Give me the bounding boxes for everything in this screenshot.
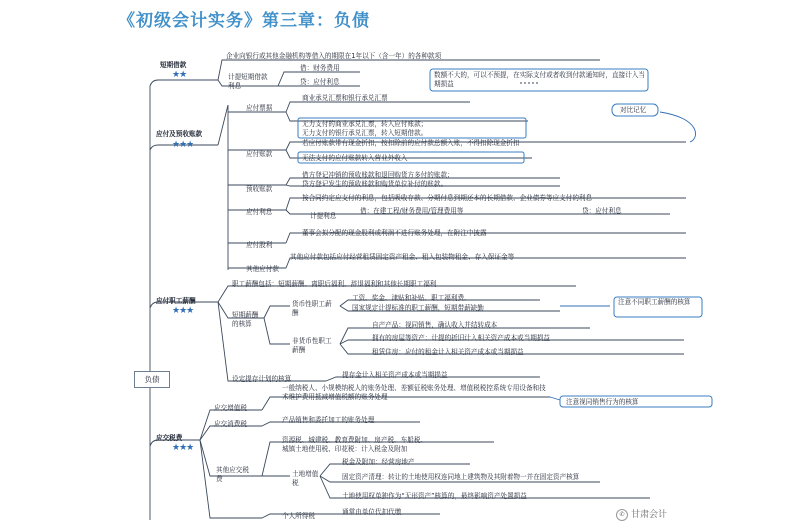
- entry-credit-interest-payable: 贷：应付利息: [300, 78, 340, 86]
- notes-payable-item-3: 无力支付的银行承兑汇票，转入短期借款。: [302, 129, 428, 137]
- node-payroll: 应付职工薪酬: [156, 297, 196, 305]
- short-loan-note: 数额不大的，可以不预提，在实际支付或者收到付款通知时，直接计入当期损益: [434, 71, 645, 88]
- defined-contribution-note: 提存金计入相关资产成本或当期损益: [342, 371, 448, 379]
- monetary-note: 注意不同职工薪酬的核算: [618, 298, 691, 306]
- entry-debit-finance-cost: 借：财务费用: [300, 64, 340, 72]
- accounts-payable-item-1: 若应付账款带有现金折扣，按扣除前的应付款总额入账，不得扣除现金折扣: [302, 139, 520, 147]
- notes-payable-item-2: 无力支付的商业承兑汇票，转入应付账款；: [302, 120, 428, 128]
- node-short-loan: 短期借款: [160, 61, 187, 69]
- rating-stars-short-loan: ★★: [172, 70, 187, 80]
- node-vat: 应交增值税: [214, 404, 247, 412]
- node-taxes: 应交税费: [156, 434, 183, 442]
- node-payables: 应付及预收账款: [156, 130, 203, 138]
- root-node: 负债: [134, 371, 170, 388]
- non-monetary-item-3: 租赁住房：应付的租金计入相关资产成本或当期损益: [372, 348, 524, 356]
- land-vat-item-2: 固定资产清理：转让的土地使用权连同地上建筑物及其附着物一并在固定资产核算: [342, 473, 580, 481]
- non-monetary-item-1: 自产产品：视同销售，确认收入并结转成本: [372, 321, 498, 329]
- land-vat-item-1: 税金及附加：经营房地产: [342, 458, 415, 466]
- accounts-payable-item-2: 无法支付的应付账款转入营业外收入: [302, 154, 408, 162]
- node-other-taxes: 其他应交税费: [216, 466, 249, 483]
- other-taxes-item-2: 城镇土地使用税、印花税：计入税金及附加: [282, 445, 408, 453]
- personal-income-tax-item: 通常由单位代扣代缴: [342, 508, 402, 516]
- node-advance-receipts: 预收账款: [246, 185, 273, 193]
- compare-note: 对比记忆: [620, 106, 647, 114]
- node-accrue-interest-2: 计提利息: [310, 212, 337, 220]
- consumption-tax-item: 产品销售和委托加工的账务处理: [282, 416, 375, 424]
- vat-note: 注意视同销售行为的核算: [566, 398, 639, 406]
- short-loan-definition: 企业向银行或其他金融机构等借入的期限在1年以下（含一年）的各种款项: [226, 52, 442, 60]
- advance-item-2: 贷方登记发生的预收账款和购货单位补付的账款。: [302, 180, 448, 188]
- interest-entry-credit: 贷：应付利息: [582, 207, 622, 215]
- node-personal-income-tax: 个人所得税: [282, 512, 315, 520]
- interest-entry-debit: 借：在建工程/财务费用/管理费用等: [360, 207, 464, 215]
- node-consumption-tax: 应交消费税: [214, 420, 247, 428]
- vat-item-1: 一般纳税人、小规模纳税人的账务处理、差额征税账务处理、增值税税控系统专用设备和技术维护费用抵减增值税额的账务处理: [282, 384, 546, 401]
- node-interest-payable: 应付利息: [246, 208, 273, 216]
- node-short-term-pay: 短期薪酬的核算: [232, 311, 259, 328]
- watermark: [616, 507, 667, 521]
- node-accounts-payable: 应付账款: [246, 150, 273, 158]
- wechat-icon: ✆: [616, 509, 628, 521]
- notes-payable-item-1: 商业承兑汇票和银行承兑汇票: [302, 94, 388, 102]
- node-other-payables: 其他应付款: [246, 265, 279, 273]
- page-title: 《初级会计实务》第三章：负债: [118, 11, 370, 31]
- non-monetary-item-2: 拥有的房屋等资产：计提的折旧计入相关资产成本或当期损益: [372, 334, 551, 342]
- node-land-vat: 土地增值税: [292, 470, 319, 487]
- interest-item-1: 按合同约定应支付的利息，包括吸收存款、分期付息到期还本的长期借款、企业债券等应支付的利息: [302, 194, 593, 202]
- dividend-item-1: 董事会拟分配的现金股利或利润不进行账务处理，在附注中披露: [302, 229, 487, 237]
- watermark-text: 甘肃会计: [631, 510, 668, 520]
- node-non-monetary-pay: 非货币性职工薪酬: [292, 337, 332, 354]
- payroll-includes: 职工薪酬包括：短期薪酬、离职后福利、辞退福利和其他长期职工福利: [232, 280, 437, 288]
- node-dividends-payable: 应付股利: [246, 241, 273, 249]
- rating-stars-payroll: ★★★: [172, 306, 194, 316]
- node-monetary-pay: 货币性职工薪酬: [292, 300, 332, 317]
- monetary-item-1: 工资、奖金、津贴和补贴、职工福利费、: [352, 294, 471, 302]
- other-payables-item-1: 其他应付款包括应付经营租赁固定资产租金、租入包装物租金、存入保证金等: [290, 253, 515, 261]
- monetary-item-2: 国家规定计提标准的职工薪酬，短期带薪缺勤: [352, 304, 484, 312]
- rating-stars-taxes: ★★★: [172, 443, 194, 453]
- node-accrue-interest: 计提短期借款利息: [228, 73, 268, 90]
- land-vat-item-3: 土地使用权单独作为“无形资产”核算的，最终影响资产处置损益: [342, 492, 527, 500]
- rating-stars-payables: ★★★: [172, 140, 194, 150]
- node-defined-contribution: 设定提存计划的核算: [232, 375, 292, 383]
- node-notes-payable: 应付票据: [246, 104, 273, 112]
- other-taxes-item-1: 资源税、城建税、教育费附加、房产税、车船税、: [282, 436, 428, 444]
- advance-item-1: 借方登记冲销的预收账款和退回购货方多付的账款；: [302, 171, 454, 179]
